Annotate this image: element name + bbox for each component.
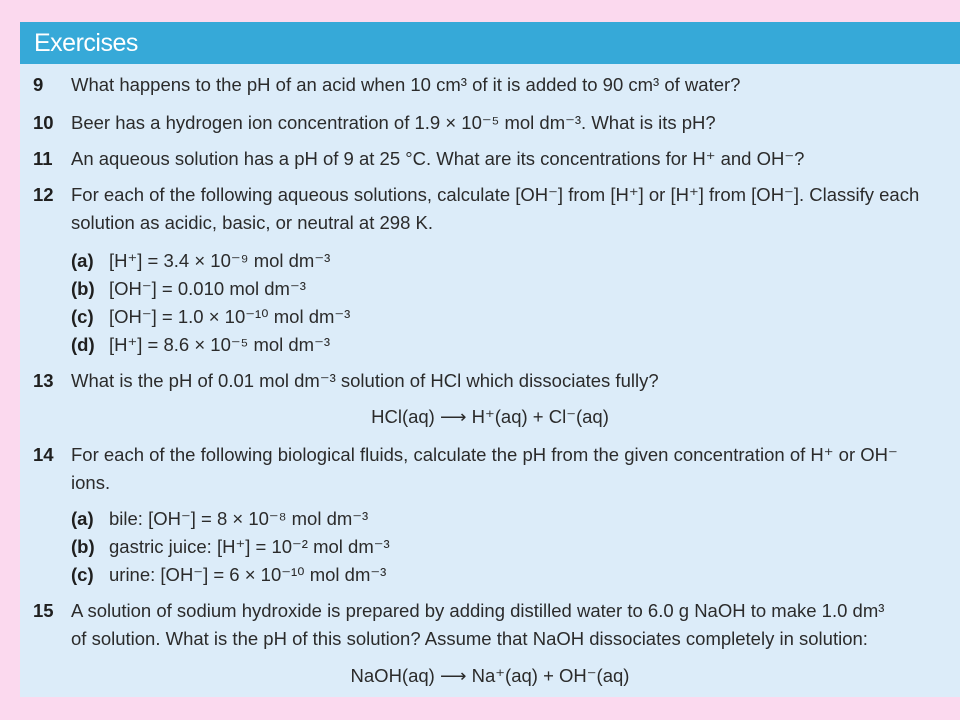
part-label: (b): [71, 536, 95, 557]
question-number: 13: [33, 370, 54, 391]
part-label: (a): [71, 508, 94, 529]
chemical-equation: NaOH(aq) ⟶ Na⁺(aq) + OH⁻(aq): [350, 665, 630, 686]
question-number: 11: [33, 148, 53, 169]
part-label: (b): [71, 278, 95, 299]
question-text: Beer has a hydrogen ion concentration of 1.9 × 10⁻⁵ mol dm⁻³. What is its pH?: [71, 112, 716, 133]
part-label: (d): [71, 334, 95, 355]
part-text: gastric juice: [H⁺] = 10⁻² mol dm⁻³: [109, 536, 390, 557]
part-text: [H⁺] = 8.6 × 10⁻⁵ mol dm⁻³: [109, 334, 331, 355]
part-text: [OH⁻] = 1.0 × 10⁻¹⁰ mol dm⁻³: [109, 306, 351, 327]
question-text-line-1: For each of the following aqueous solutions, calculate [OH⁻] from [H⁺] or [H⁺] from [OH⁻]. Classify each: [71, 184, 920, 205]
part-text: bile: [OH⁻] = 8 × 10⁻⁸ mol dm⁻³: [109, 508, 369, 529]
part-label: (c): [71, 306, 94, 327]
chemical-equation: HCl(aq) ⟶ H⁺(aq) + Cl⁻(aq): [371, 406, 609, 427]
part-text: urine: [OH⁻] = 6 × 10⁻¹⁰ mol dm⁻³: [109, 564, 387, 585]
question-number: 10: [33, 112, 54, 133]
part-text: [OH⁻] = 0.010 mol dm⁻³: [109, 278, 306, 299]
question-number: 15: [33, 600, 54, 621]
question-number: 9: [33, 74, 44, 95]
page-title: Exercises: [34, 29, 138, 57]
question-text-line-2: of solution. What is the pH of this solution? Assume that NaOH dissociates completely in solution:: [71, 628, 868, 649]
part-label: (a): [71, 250, 94, 271]
question-text-line-1: For each of the following biological fluids, calculate the pH from the given concentration of H⁺ or OH⁻: [71, 444, 898, 465]
question-text-line-1: A solution of sodium hydroxide is prepared by adding distilled water to 6.0 g NaOH to make 1.0 dm³: [71, 600, 885, 621]
question-text: What happens to the pH of an acid when 10 cm³ of it is added to 90 cm³ of water?: [71, 74, 741, 95]
question-text: What is the pH of 0.01 mol dm⁻³ solution of HCl which dissociates fully?: [71, 370, 659, 391]
question-text-line-2: solution as acidic, basic, or neutral at 298 K.: [71, 212, 433, 233]
question-text: An aqueous solution has a pH of 9 at 25 °C. What are its concentrations for H⁺ and OH⁻?: [71, 148, 805, 169]
exercises-header: [20, 22, 960, 64]
question-number: 12: [33, 184, 54, 205]
part-text: [H⁺] = 3.4 × 10⁻⁹ mol dm⁻³: [109, 250, 331, 271]
question-number: 14: [33, 444, 54, 465]
question-text-line-2: ions.: [71, 472, 111, 493]
part-label: (c): [71, 564, 94, 585]
exercise-panel: [20, 22, 960, 697]
